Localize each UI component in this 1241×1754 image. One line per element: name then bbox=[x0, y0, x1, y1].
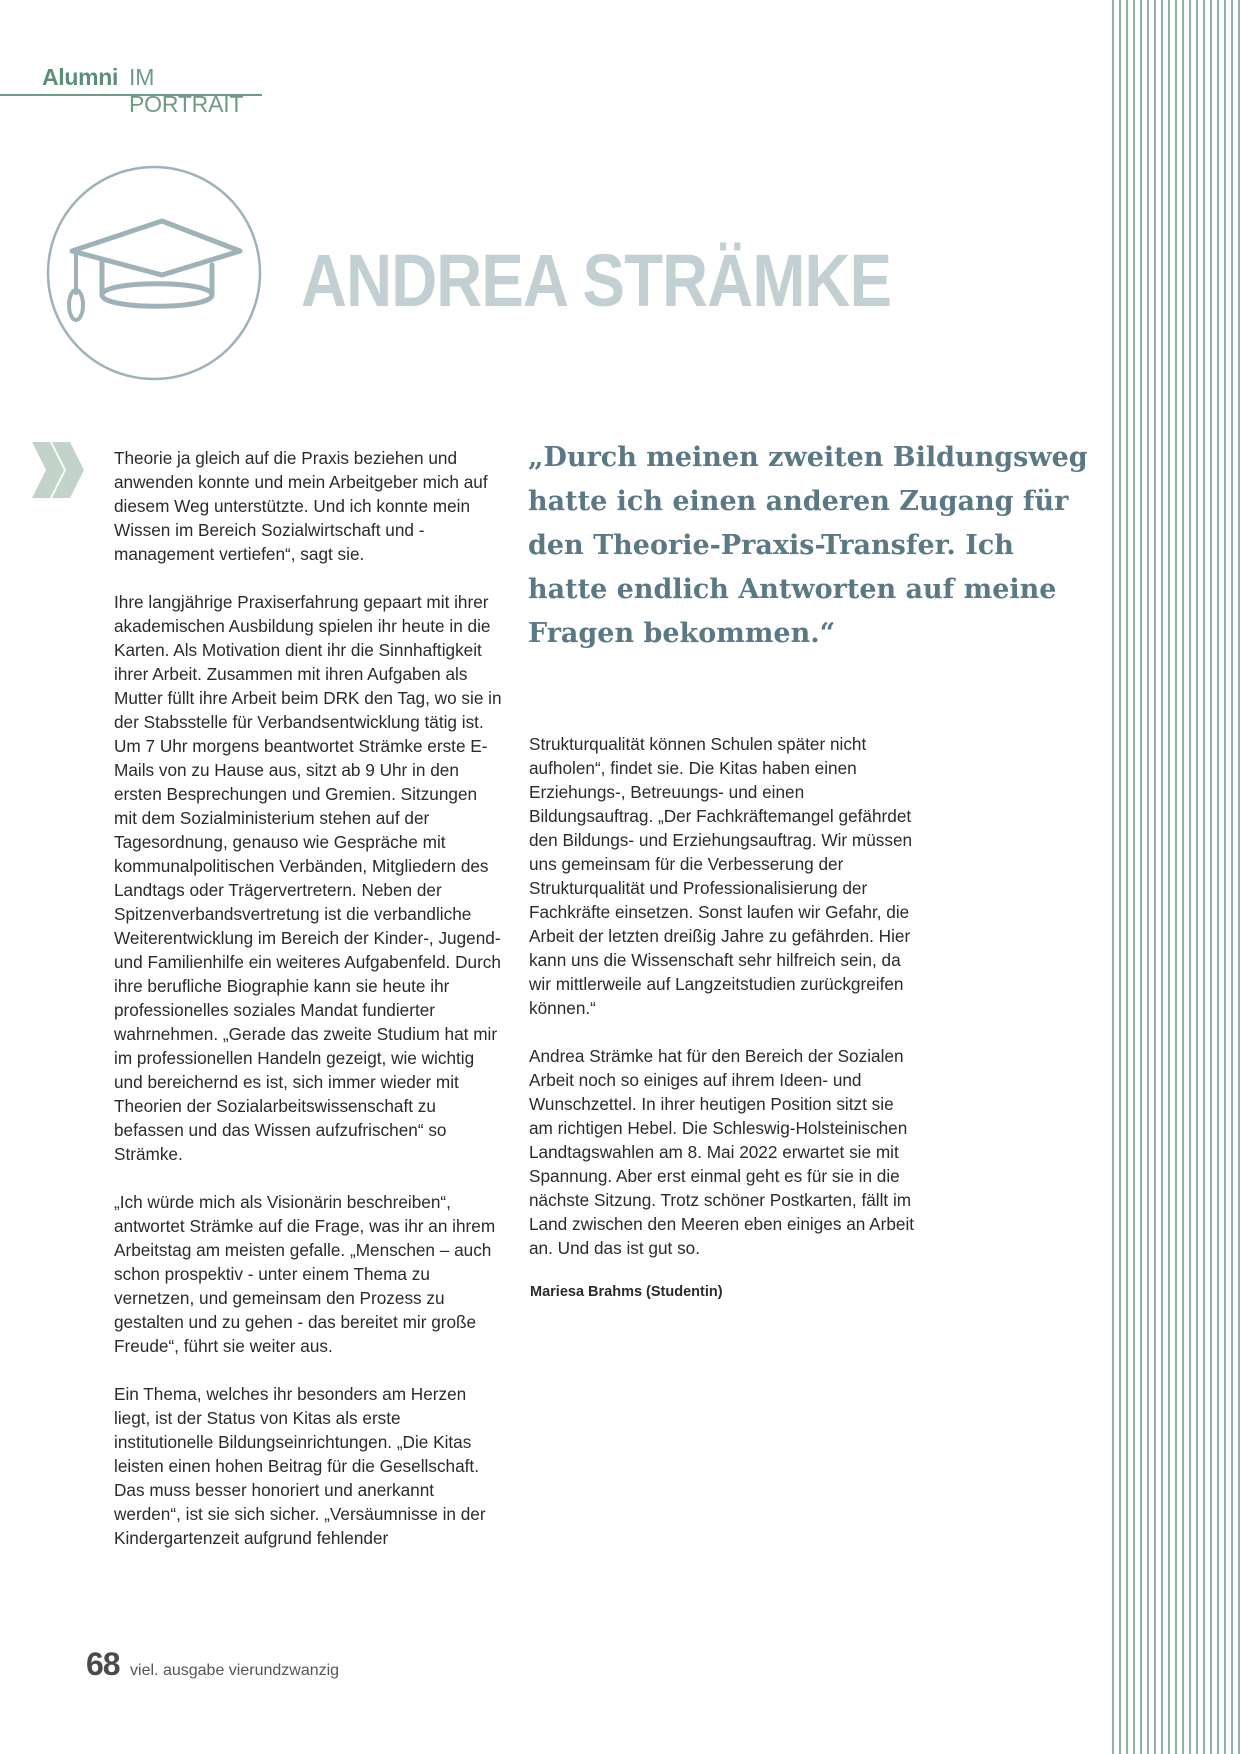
paragraph: Ihre langjährige Praxiserfahrung gepaart mit ihrer akademischen Ausbildung spielen ihr heute in die Karten. Als Motivation dient ihr die Sinnhaftigkeit ihrer Arbeit. Zusammen mit ihren Aufgaben als Mutter füllt ihre Arbeit beim DRK den Tag, wo sie in der Stabsstelle für Verbandsentwicklung tätig ist. Um 7 Uhr morgens beantwortet Strämke erste E-Mails von zu Hause aus, sitzt ab 9 Uhr in den ersten Besprechungen und Gremien. Sitzungen mit dem Sozialministerium stehen auf der Tagesordnung, genauso wie Gespräche mit kommunalpolitischen Verbänden, Mitgliedern des Landtags oder Trägervertretern. Neben der Spitzenverbandsvertretung ist die verbandliche Weiterentwicklung im Bereich der Kinder-, Jugend- und Familienhilfe ein weiteres Aufgabenfeld. Durch ihre berufliche Biographie kann sie heute ihr professionelles soziales Mandat fundierter wahrnehmen. „Gerade das zweite Studium hat mir im professionellen Handeln gezeigt, wie wichtig und bereichernd es ist, sich immer wieder mit Theorien der Sozialarbeitswissenschaft zu befassen und das Wissen aufzufrischen“ so Strämke. bbox=[114, 592, 502, 1164]
page-number: 68 bbox=[86, 1646, 120, 1682]
publication-name: viel. ausgabe vierundzwanzig bbox=[130, 1662, 340, 1679]
right-column bbox=[529, 732, 919, 1284]
paragraph: Andrea Strämke hat für den Bereich der Sozialen Arbeit noch so einiges auf ihrem Ideen- und Wunschzettel. In ihrer heutigen Position sitzt sie am richtigen Hebel. Die Schleswig-Holsteinischen Landtagswahlen am 8. Mai 2022 erwartet sie mit Spannung. Aber erst einmal geht es für sie in die nächste Sitzung. Trotz schöner Postkarten, fällt im Land zwischen den Meeren eben einiges an Arbeit an. Und das ist gut so. bbox=[529, 1046, 915, 1258]
decorative-stripes bbox=[1112, 0, 1241, 1754]
section-header bbox=[0, 62, 262, 117]
pull-quote: „Durch meinen zweiten Bildungsweg hatte ich einen anderen Zugang für den Theorie-Praxis-Transfer. Ich hatte endlich Antworten auf meine Fragen bekommen.“ bbox=[528, 442, 1088, 649]
paragraph: Theorie ja gleich auf die Praxis beziehen und anwenden konnte und mein Arbeitgeber mich auf diesem Weg unterstützte. Und ich konnte mein Wissen im Bereich Sozialwirtschaft und -management vertiefen“, sagt sie. bbox=[114, 448, 488, 564]
subsection-label: IM PORTRAIT bbox=[129, 64, 244, 117]
paragraph: „Ich würde mich als Visionärin beschreiben“, antwortet Strämke auf die Frage, was ihr an ihrem Arbeitstag am meisten gefalle. „Menschen – auch schon prospektiv - unter einem Thema zu vernetzen, und gemeinsam den Prozess zu gestalten und zu gehen - das bereitet mir große Freude“, führt sie weiter aus. bbox=[114, 1192, 496, 1356]
paragraph: Ein Thema, welches ihr besonders am Herzen liegt, ist der Status von Kitas als erste institutionelle Bildungseinrichtungen. „Die Kitas leisten einen hohen Beitrag für die Gesellschaft. Das muss besser honoriert und anerkannt werden“, ist sie sich sicher. „Versäumnisse in der Kindergartenzeit aufgrund fehlender bbox=[114, 1384, 486, 1548]
double-chevron-quote-icon bbox=[30, 430, 86, 510]
section-label: Alumni bbox=[42, 64, 119, 90]
graduation-cap-icon bbox=[46, 165, 262, 381]
left-column bbox=[114, 446, 504, 1574]
page-footer bbox=[86, 1646, 339, 1683]
author-credit: Mariesa Brahms (Studentin) bbox=[530, 1284, 723, 1300]
paragraph: Strukturqualität können Schulen später nicht aufholen“, findet sie. Die Kitas haben einen Erziehungs-, Betreuungs- und einen Bildungsauftrag. „Der Fachkräftemangel gefährdet den Bildungs- und Erziehungsauftrag. Wir müssen uns gemeinsam für die Verbesserung der Strukturqualität und Professionalisierung der Fachkräfte einsetzen. Sonst laufen wir Gefahr, die Arbeit der letzten dreißig Jahre zu gefährden. Hier kann uns die Wissenschaft sehr hilfreich sein, da wir mittlerweile auf Langzeitstudien zurückgreifen können.“ bbox=[529, 734, 913, 1018]
person-name: ANDREA STRÄMKE bbox=[301, 239, 892, 322]
